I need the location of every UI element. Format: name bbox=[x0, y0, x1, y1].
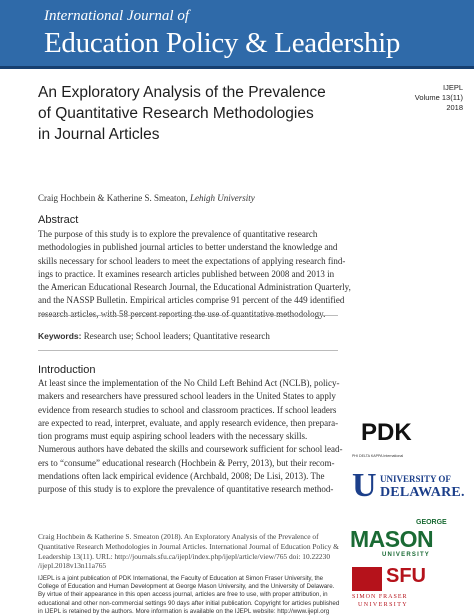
introduction-heading: Introduction bbox=[38, 364, 96, 376]
sfu-wordmark: SFU bbox=[386, 565, 426, 587]
abstract-line: research articles, with 58 percent reporting the use of quantitative methodology. bbox=[38, 308, 326, 319]
volume-label: Volume 13(11) bbox=[414, 93, 463, 102]
abstract-body bbox=[38, 228, 351, 321]
mason-george: GEORGE bbox=[416, 519, 447, 526]
intro-line: mendations often lack empirical evidence (Archbald, 2008; De Lisi, 2013). The bbox=[38, 471, 325, 482]
mason-wordmark: MASON bbox=[350, 526, 434, 552]
mason-university: UNIVERSITY bbox=[382, 552, 431, 558]
introduction-body bbox=[38, 377, 343, 497]
abstract-line: The purpose of this study is to explore the prevalence of quantitative research bbox=[38, 229, 318, 239]
delaware-line1: UNIVERSITY OF bbox=[380, 474, 451, 484]
publication-footer bbox=[38, 575, 338, 616]
intro-line: are expected to read, interpret, evaluate, and apply research evidence, then prepara- bbox=[38, 417, 339, 428]
sfu-line1: SIMON FRASER bbox=[352, 594, 408, 600]
keywords-text: Research use; School leaders; Quantitative research bbox=[83, 331, 270, 341]
title-line: An Exploratory Analysis of the Prevalence bbox=[38, 84, 326, 101]
year-label: 2018 bbox=[446, 103, 463, 112]
footer-line: IJEPL is a joint publication of PDK International, the Faculty of Education at Simon Fraser University, the bbox=[38, 575, 324, 582]
intro-line: Numerous authors have debated the skills and coursework sufficient for school lead- bbox=[38, 444, 343, 455]
sfu-shield-icon bbox=[352, 567, 382, 591]
journal-acronym: IJEPL bbox=[442, 83, 463, 92]
abstract-line: the American Educational Research Journal, the Educational Administration Quarterly, bbox=[38, 282, 351, 293]
citation-line: /ijepl.2018v13n11a765 bbox=[38, 561, 107, 571]
author-line bbox=[38, 193, 255, 203]
author-names: Craig Hochbein & Katherine S. Smeaton, bbox=[38, 193, 188, 203]
abstract-heading: Abstract bbox=[38, 214, 79, 226]
journal-name-small: International Journal of bbox=[44, 8, 189, 24]
intro-line: evidence from research studies to school and classroom practices. If school leaders bbox=[38, 404, 337, 415]
sfu-line2: UNIVERSITY bbox=[358, 602, 408, 608]
footer-line: College of Education and Human Development at George Mason University, and the University of Delaware. bbox=[38, 583, 335, 591]
author-affiliation: Lehigh University bbox=[189, 193, 255, 203]
divider bbox=[38, 350, 338, 351]
citation-line: Craig Hochbein & Katherine S. Smeaton (2018). An Exploratory Analysis of the Prevalence of bbox=[38, 532, 319, 541]
citation-block bbox=[38, 532, 338, 571]
footer-line: By virtue of their appearance in this open access journal, articles are free to use, with proper attribution, in bbox=[38, 591, 328, 599]
issue-meta bbox=[415, 83, 463, 113]
abstract-line: methodologies in published journal articles to better understand the knowledge and bbox=[38, 242, 338, 253]
intro-line: makers and researchers have pressured school leaders in the United States to apply bbox=[38, 391, 336, 402]
citation-line: Leadership 13(11). URL: http://journals.sfu.ca/ijepl/index.php/ijepl/article/view/765 doi: 10.22230 bbox=[38, 551, 331, 561]
article-title bbox=[38, 82, 338, 145]
abstract-line: ings to practice. It examines research articles published between 2008 and 2013 in bbox=[38, 268, 335, 279]
title-line: in Journal Articles bbox=[38, 126, 160, 143]
keywords bbox=[38, 331, 270, 341]
intro-line: At least since the implementation of the No Child Left Behind Act (NCLB), policy- bbox=[38, 378, 340, 388]
pdk-subtitle: PHI DELTA KAPPA International bbox=[352, 454, 404, 458]
banner-underline bbox=[0, 66, 474, 69]
pdk-logo bbox=[360, 414, 412, 450]
delaware-line2: DELAWARE. bbox=[380, 485, 465, 500]
intro-line: tion programs must equip aspiring school leaders with the necessary skills. bbox=[38, 431, 308, 442]
intro-line: ers to “consume” educational research (Hochbein & Perry, 2013), but their recom- bbox=[38, 457, 335, 468]
delaware-u-mark: U bbox=[352, 467, 377, 504]
footer-line: educational and other non-commercial settings 90 days after initial publication. Copyright for articles published bbox=[38, 599, 340, 607]
intro-line: purpose of this study is to explore the prevalence of quantitative research method- bbox=[38, 484, 334, 495]
delaware-logo bbox=[352, 467, 465, 506]
divider bbox=[38, 315, 338, 316]
title-line: of Quantitative Research Methodologies bbox=[38, 105, 314, 122]
pdk-logo-text: PDK bbox=[361, 419, 412, 446]
abstract-line: skills necessary for school leaders to meet the expectations of applying research find- bbox=[38, 255, 346, 266]
abstract-line: and the NASSP Bulletin. Empirical articles comprise 91 percent of the 449 identified bbox=[38, 295, 345, 306]
journal-name-large: Education Policy & Leadership bbox=[44, 27, 401, 59]
citation-line: Quantitative Research Methodologies in Journal Articles. International Journal of Education Policy & bbox=[38, 541, 339, 551]
footer-line: in IJEPL is retained by the authors. More information is available on the IJEPL website: http://www.ijepl.org bbox=[38, 607, 330, 615]
keywords-label: Keywords: bbox=[38, 331, 82, 341]
